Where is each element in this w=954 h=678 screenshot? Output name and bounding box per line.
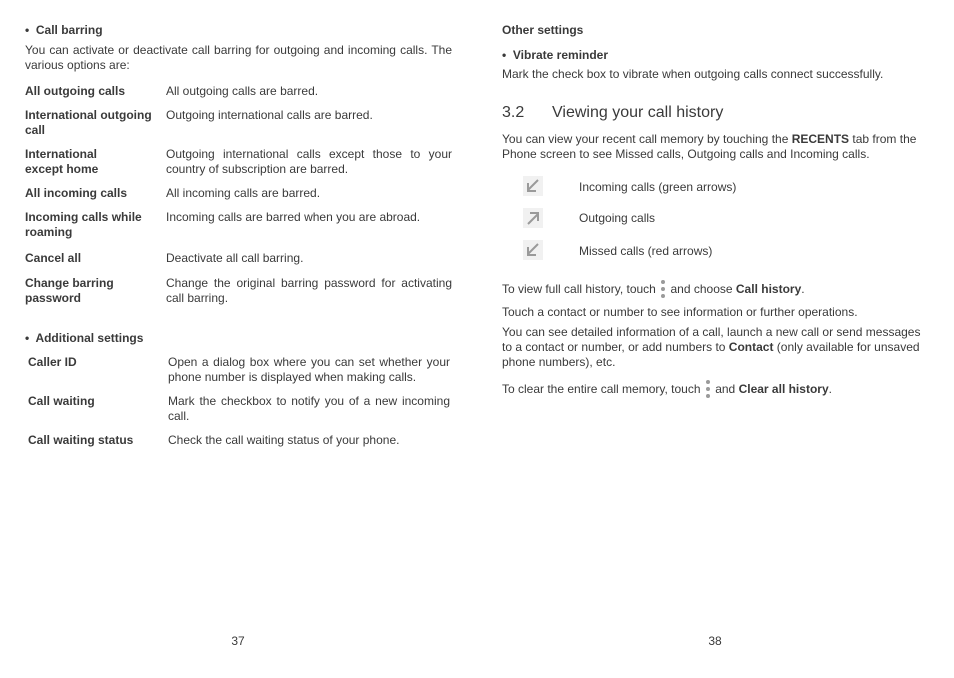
option-desc: All outgoing calls are barred.: [166, 84, 319, 98]
additional-settings-heading: • Additional settings: [25, 331, 144, 345]
touch-contact-text: Touch a contact or number to see information or further operations.: [502, 305, 858, 319]
page-number: 37: [231, 634, 245, 648]
full-history-instruction: To view full call history, touch and choose Call history.: [502, 279, 932, 299]
option-desc: Incoming calls are barred when you are abroad.: [166, 210, 421, 224]
page-number: 38: [708, 634, 722, 648]
option-term: Call waiting status: [28, 433, 134, 447]
option-desc: All incoming calls are barred.: [166, 186, 321, 200]
detail-text: You can see detailed information of a call, launch a new call or send messages to a contact or number, or add numbers to Contact (only available for unsaved phone numbers), etc.: [502, 325, 921, 369]
call-barring-heading: • Call barring: [25, 23, 103, 37]
incoming-arrow-icon: [523, 176, 543, 196]
clear-history-instruction: To clear the entire call memory, touch and Clear all history.: [502, 379, 932, 399]
history-intro: You can view your recent call memory by touching the RECENTS tab from the Phone screen to see Missed calls, Outgoing calls and Incoming calls.: [502, 132, 917, 161]
option-term: International except home: [25, 147, 99, 176]
option-term: International outgoing call: [25, 108, 152, 137]
option-desc: Change the original barring password for activating call barring.: [166, 276, 452, 305]
outgoing-arrow-icon: [523, 208, 543, 228]
option-desc: Mark the checkbox to notify you of a new incoming call.: [168, 394, 450, 423]
missed-arrow-icon: [523, 240, 543, 260]
call-type-label: Incoming calls (green arrows): [579, 180, 737, 194]
vibrate-reminder-heading: • Vibrate reminder: [502, 48, 609, 62]
page-right: [477, 0, 954, 678]
option-term: All incoming calls: [25, 186, 128, 200]
more-menu-icon: [659, 279, 667, 299]
option-desc: Open a dialog box where you can set whether your phone number is displayed when making calls.: [168, 355, 450, 384]
call-type-label: Outgoing calls: [579, 211, 656, 225]
other-settings-heading: Other settings: [502, 23, 584, 37]
option-desc: Outgoing international calls except those to your country of subscription are barred.: [166, 147, 452, 176]
option-term: Change barring password: [25, 276, 114, 305]
call-barring-intro: You can activate or deactivate call barring for outgoing and incoming calls. The various options are:: [25, 43, 452, 72]
option-desc: Check the call waiting status of your phone.: [168, 433, 400, 447]
call-type-label: Missed calls (red arrows): [579, 244, 713, 258]
section-title: 3.2 Viewing your call history: [502, 104, 724, 121]
option-term: Cancel all: [25, 251, 82, 265]
option-term: Caller ID: [28, 355, 77, 369]
option-desc: Deactivate all call barring.: [166, 251, 304, 265]
vibrate-reminder-desc: Mark the check box to vibrate when outgoing calls connect successfully.: [502, 67, 884, 81]
option-desc: Outgoing international calls are barred.: [166, 108, 373, 122]
more-menu-icon: [704, 379, 712, 399]
option-term: Incoming calls while roaming: [25, 210, 142, 239]
option-term: All outgoing calls: [25, 84, 126, 98]
option-term: Call waiting: [28, 394, 95, 408]
